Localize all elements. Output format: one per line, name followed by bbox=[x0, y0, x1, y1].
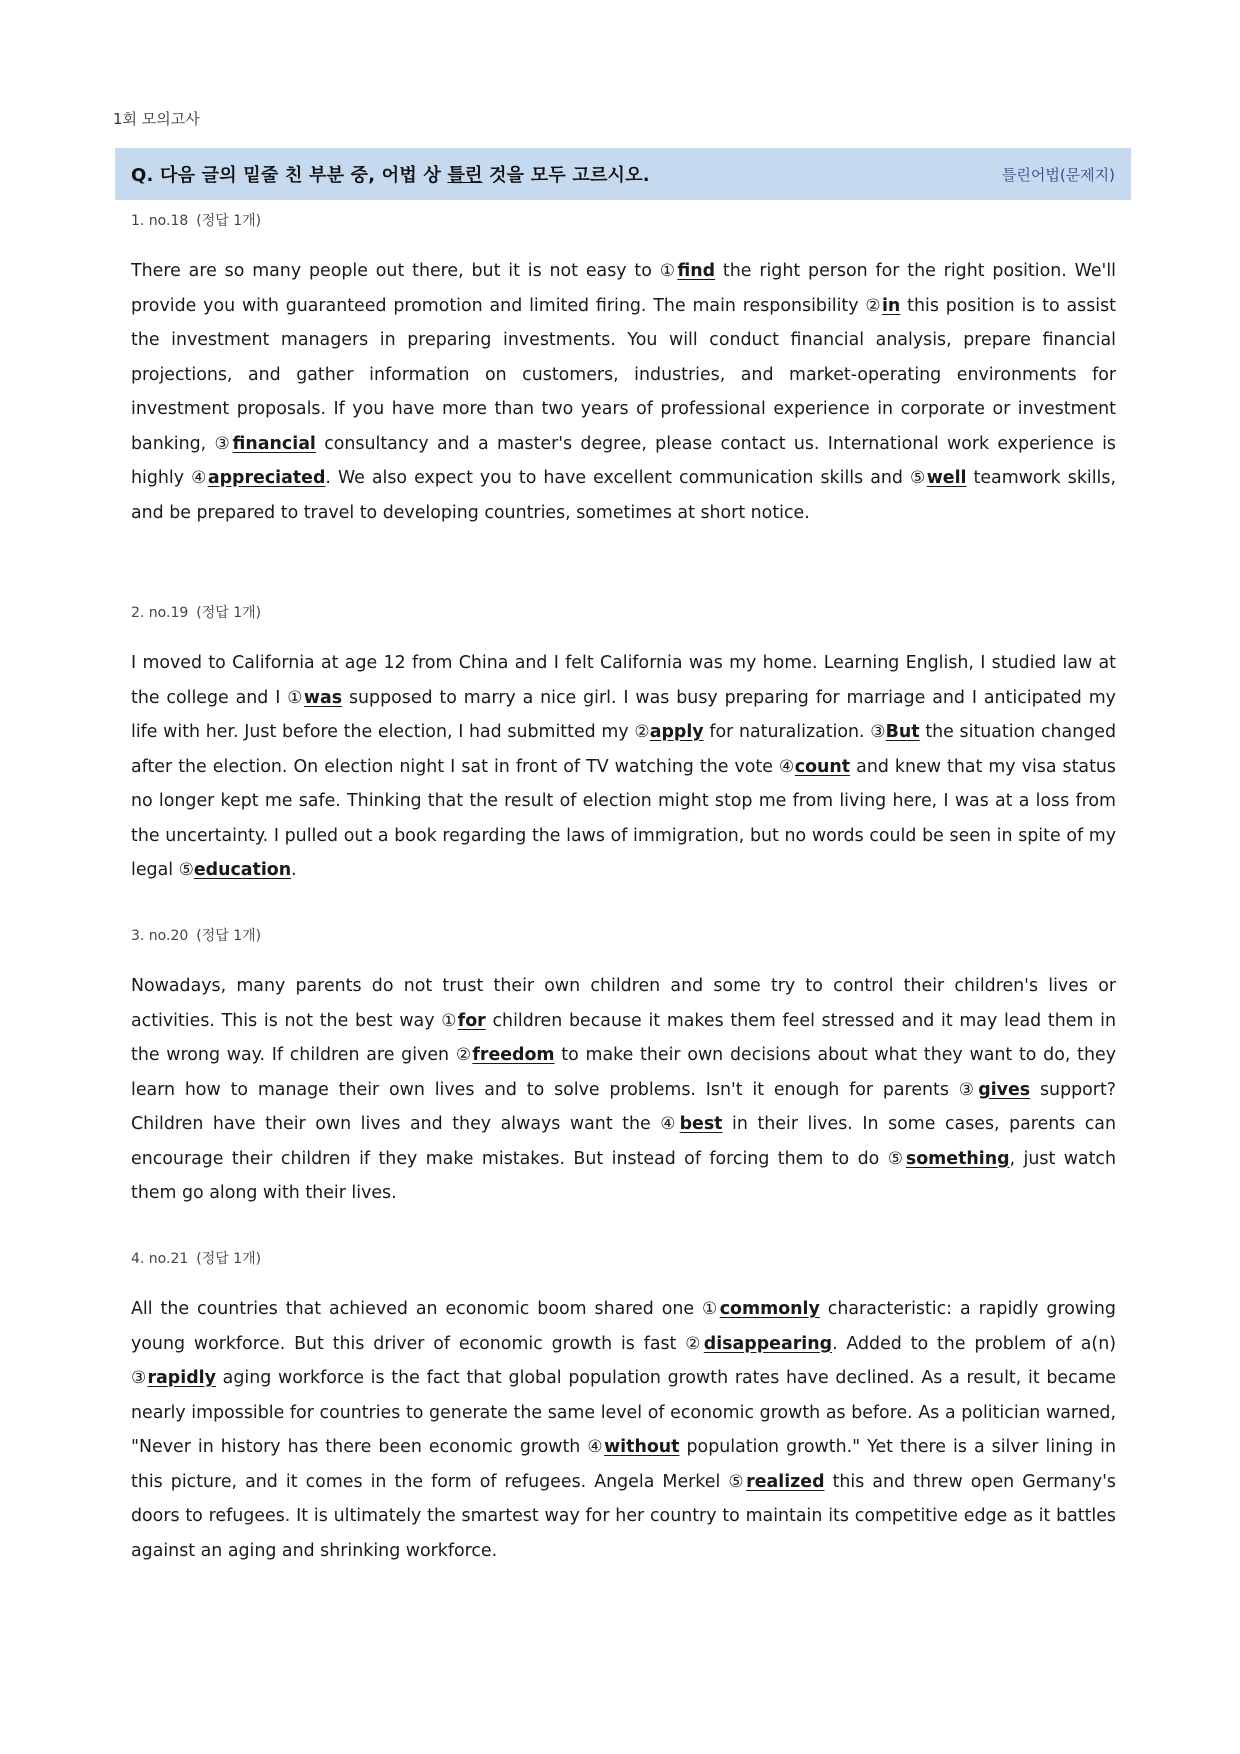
underlined-option bbox=[587, 1437, 679, 1457]
problem-meta bbox=[131, 602, 1116, 622]
exam-title: 1회 모의고사 bbox=[113, 110, 200, 128]
underlined-option bbox=[660, 261, 715, 281]
option-number: ① bbox=[659, 261, 678, 281]
answer-count: (정답 1개) bbox=[196, 213, 262, 229]
question-banner bbox=[115, 148, 1131, 200]
option-word: disappearing bbox=[703, 1333, 833, 1354]
answer-count: (정답 1개) bbox=[196, 1251, 262, 1267]
option-number: ④ bbox=[191, 468, 208, 488]
passage-text: for naturalization. bbox=[703, 722, 871, 742]
sheet-type-label: 틀린어법(문제지) bbox=[1001, 165, 1115, 184]
passage-text: I moved to California at age 12 from China and I felt California was my home. Learning English, I studied law at the college and I bbox=[131, 653, 1116, 708]
option-number: ② bbox=[685, 1333, 704, 1354]
passage-text: . We also expect you to have excellent communication skills and bbox=[325, 468, 910, 488]
underlined-option bbox=[634, 722, 703, 742]
option-word: But bbox=[885, 722, 920, 742]
underlined-option bbox=[660, 1114, 722, 1134]
option-word: education bbox=[193, 860, 292, 880]
option-word: realized bbox=[746, 1471, 825, 1492]
option-number: ③ bbox=[214, 433, 233, 454]
passage bbox=[131, 254, 1116, 530]
problem-number: 3. no.20 bbox=[131, 928, 189, 944]
option-number: ⑤ bbox=[178, 860, 194, 880]
problem-meta bbox=[131, 925, 1116, 945]
answer-count: (정답 1개) bbox=[196, 605, 262, 621]
problem-meta bbox=[131, 1248, 1116, 1268]
underlined-option bbox=[959, 1080, 1030, 1100]
passage bbox=[131, 646, 1116, 888]
passage-text: , just watch them go along with their lives. bbox=[131, 1148, 1116, 1203]
option-number: ⑤ bbox=[909, 468, 927, 488]
option-word: well bbox=[926, 468, 967, 488]
passage-text: There are so many people out there, but it is not easy to bbox=[131, 261, 660, 281]
passage-text: this position is to assist the investment managers in preparing investments. You will conduct financial analysis, prepare financial projections, and gather information on customers, industries, and market-operating environments for investment proposals. If you have more than two years of professional experience in corporate or investment banking, bbox=[131, 295, 1116, 454]
question-underlined-word: 틀린 bbox=[447, 165, 483, 186]
question-post: 것을 모두 고르시오. bbox=[482, 165, 650, 186]
passage-text: population growth." Yet there is a silver lining in this picture, and it comes in the form of refugees. Angela Merkel bbox=[131, 1437, 1116, 1492]
problem-number: 4. no.21 bbox=[131, 1251, 189, 1267]
option-word: find bbox=[677, 261, 716, 281]
option-number: ① bbox=[441, 1010, 458, 1031]
option-number: ② bbox=[634, 722, 650, 742]
option-number: ① bbox=[702, 1299, 720, 1319]
option-number: ③ bbox=[870, 722, 886, 742]
passage-text: to make their own decisions about what they want to do, they learn how to manage their own lives and to solve problems. Isn't it enough for parents bbox=[131, 1045, 1116, 1100]
passage-text: . Added to the problem of a(n) bbox=[832, 1333, 1116, 1354]
passage-text: the situation changed after the election. On election night I sat in front of TV watching the vote bbox=[131, 722, 1116, 777]
passage bbox=[131, 969, 1116, 1211]
passage-text: aging workforce is the fact that global population growth rates have declined. As a result, it became nearly impossible for countries to generate the same level of economic growth as before. As a politician warned, "Never in history has there been economic growth bbox=[131, 1368, 1116, 1457]
passage-text: supposed to marry a nice girl. I was busy preparing for marriage and I anticipated my life with her. Just before the election, I had submitted my bbox=[131, 687, 1116, 742]
option-word: for bbox=[457, 1010, 486, 1031]
option-word: best bbox=[679, 1114, 723, 1134]
option-number: ③ bbox=[958, 1079, 979, 1100]
option-word: in bbox=[881, 295, 901, 316]
option-number: ④ bbox=[779, 756, 795, 777]
problem-meta bbox=[131, 210, 1116, 230]
underlined-option bbox=[287, 688, 342, 708]
option-word: gives bbox=[978, 1079, 1031, 1100]
passage-text: characteristic: a rapidly growing young workforce. But this driver of economic growth is fast bbox=[131, 1299, 1116, 1354]
passage bbox=[131, 1292, 1116, 1568]
option-number: ② bbox=[455, 1045, 473, 1065]
underlined-option bbox=[779, 757, 850, 777]
underlined-option bbox=[865, 296, 900, 316]
option-number: ④ bbox=[660, 1114, 680, 1134]
underlined-option bbox=[441, 1011, 486, 1031]
option-number: ⑤ bbox=[887, 1148, 906, 1169]
passage-text: children because it makes them feel stressed and it may lead them in the wrong way. If children are given bbox=[131, 1010, 1116, 1065]
underlined-option bbox=[702, 1299, 820, 1319]
option-word: appreciated bbox=[207, 468, 326, 488]
option-word: apply bbox=[649, 722, 704, 742]
option-word: count bbox=[794, 756, 851, 777]
underlined-option bbox=[215, 434, 316, 454]
passage-text: this and threw open Germany's doors to refugees. It is ultimately the smartest way for her country to maintain its competitive edge as it battles against an aging and shrinking workforce. bbox=[131, 1471, 1116, 1561]
underlined-option bbox=[685, 1334, 832, 1354]
answer-count: (정답 1개) bbox=[196, 928, 262, 944]
passage-text: and knew that my visa status no longer kept me safe. Thinking that the result of election might stop me from living here, I was at a loss from the uncertainty. I pulled out a book regarding the laws of immigration, but no words could be seen in spite of my legal bbox=[131, 756, 1116, 880]
option-number: ⑤ bbox=[728, 1471, 747, 1492]
passage-text: support? Children have their own lives and they always want the bbox=[131, 1079, 1116, 1134]
problem-number: 2. no.19 bbox=[131, 605, 189, 621]
option-word: financial bbox=[232, 433, 316, 454]
question-instruction bbox=[131, 161, 650, 187]
underlined-option bbox=[179, 860, 292, 880]
underlined-option bbox=[910, 468, 967, 488]
option-word: was bbox=[303, 687, 343, 708]
passage-text: consultancy and a master's degree, please contact us. International work experience is highly bbox=[131, 433, 1116, 488]
problem-4 bbox=[131, 1248, 1116, 1568]
option-word: without bbox=[604, 1437, 680, 1457]
underlined-option bbox=[191, 468, 325, 488]
underlined-option bbox=[131, 1368, 216, 1388]
passage-text: teamwork skills, and be prepared to travel to developing countries, sometimes at short notice. bbox=[131, 468, 1116, 523]
underlined-option bbox=[456, 1045, 555, 1065]
problem-1 bbox=[131, 210, 1116, 530]
question-prefix: Q. bbox=[131, 165, 154, 186]
passage-text: the right person for the right position. We'll provide you with guaranteed promotion and limited firing. The main responsibility bbox=[131, 261, 1116, 316]
question-pre: 다음 글의 밑줄 친 부분 중, 어법 상 bbox=[153, 165, 448, 186]
problem-number: 1. no.18 bbox=[131, 213, 189, 229]
option-word: freedom bbox=[472, 1045, 555, 1065]
option-word: something bbox=[905, 1148, 1010, 1169]
passage-text: All the countries that achieved an economic boom shared one bbox=[131, 1299, 703, 1319]
option-word: rapidly bbox=[147, 1368, 216, 1388]
passage-text: in their lives. In some cases, parents can encourage their children if they make mistakes. But instead of forcing them to do bbox=[131, 1114, 1116, 1169]
option-number: ① bbox=[287, 687, 304, 708]
problem-3 bbox=[131, 925, 1116, 1211]
option-number: ③ bbox=[131, 1368, 148, 1388]
underlined-option bbox=[888, 1149, 1010, 1169]
underlined-option bbox=[728, 1472, 824, 1492]
option-word: commonly bbox=[719, 1299, 820, 1319]
problem-2 bbox=[131, 602, 1116, 888]
passage-text: . bbox=[291, 860, 297, 880]
passage-text: Nowadays, many parents do not trust their own children and some try to control their children's lives or activities. This is not the best way bbox=[131, 976, 1116, 1031]
option-number: ② bbox=[865, 295, 882, 316]
underlined-option bbox=[870, 722, 919, 742]
option-number: ④ bbox=[587, 1437, 605, 1457]
